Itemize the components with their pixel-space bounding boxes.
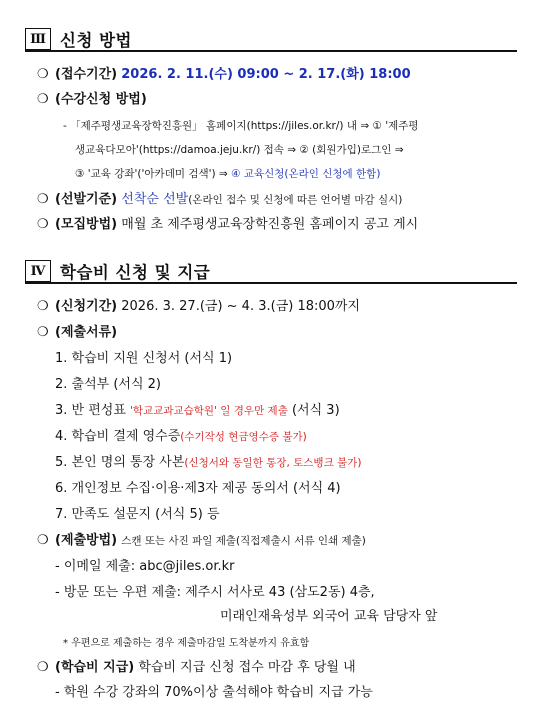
docs-row: ❍ (제출서류)	[37, 325, 118, 340]
payment-row: ❍ (학습비 지급) 학습비 지급 신청 접수 마감 후 당월 내	[37, 660, 356, 675]
apply-period-value: 2026. 2. 11.(수) 09:00 ~ 2. 17.(화) 18:00	[121, 67, 411, 82]
bullet-icon: ❍	[37, 217, 49, 232]
submit-email: - 이메일 제출: abc@jiles.or.kr	[55, 559, 235, 574]
bullet-icon: ❍	[37, 533, 49, 548]
doc-item: 4. 학습비 결제 영수증(수기작성 현금영수증 불가)	[55, 429, 307, 444]
bullet-icon: ❍	[37, 660, 49, 675]
course-method-line: - 「제주평생교육장학진흥원」 홈페이지(https://jiles.or.kr/) 내 ⇒ ① '제주평	[63, 120, 419, 132]
bullet-icon: ❍	[37, 192, 49, 207]
bullet-icon: ❍	[37, 67, 49, 82]
section-number-box: Ⅳ	[25, 260, 51, 282]
submit-visit-recipient: 미래인재육성부 외국어 교육 담당자 앞	[220, 609, 438, 624]
doc-item: 1. 학습비 지원 신청서 (서식 1)	[55, 351, 233, 366]
payment-condition: - 학원 수강 강좌의 70%이상 출석해야 학습비 지급 가능	[55, 685, 373, 700]
selection-row: ❍ (선발기준) 선착순 선발(온라인 접수 및 신청에 따른 언어별 마감 실시)	[37, 192, 403, 207]
submit-note: * 우편으로 제출하는 경우 제출마감일 도착분까지 유효함	[63, 638, 310, 649]
recruit-row: ❍ (모집방법) 매월 초 제주평생교육장학진흥원 홈페이지 공고 게시	[37, 217, 419, 232]
doc-item: 6. 개인정보 수집·이용·제3자 제공 동의서 (서식 4)	[55, 481, 341, 496]
course-method-row: ❍ (수강신청 방법)	[37, 92, 147, 107]
section-number-box: Ⅲ	[25, 28, 51, 50]
course-method-line: 생교육다모아'(https://damoa.jeju.kr/) 접속 ⇒ ② (회원가입)로그인 ⇒	[75, 144, 404, 156]
apply-period-row: ❍ (접수기간) 2026. 2. 11.(수) 09:00 ~ 2. 17.(화) 18:00	[37, 67, 411, 82]
doc-item: 7. 만족도 설문지 (서식 5) 등	[55, 507, 220, 522]
bullet-icon: ❍	[37, 299, 49, 314]
section-3-header	[25, 27, 132, 51]
submit-visit: - 방문 또는 우편 제출: 제주시 서사로 43 (삼도2동) 4층,	[55, 585, 375, 600]
bullet-icon: ❍	[37, 325, 49, 340]
section-title: 신청 방법	[60, 31, 133, 50]
doc-item: 2. 출석부 (서식 2)	[55, 377, 162, 392]
doc-item: 5. 본인 명의 통장 사본(신청서와 동일한 통장, 토스뱅크 불가)	[55, 455, 362, 470]
section-4-header	[25, 259, 210, 283]
section-divider	[25, 282, 517, 284]
course-method-line: ③ '교육 강좌'('아카데미 검색') ⇒ ④ 교육신청(온라인 신청에 한함)	[75, 168, 381, 180]
section-title: 학습비 신청 및 지급	[60, 263, 211, 282]
apply-step-link: ④ 교육신청(온라인 신청에 한함)	[231, 168, 381, 180]
bullet-icon: ❍	[37, 92, 49, 107]
submit-row: ❍ (제출방법) 스캔 또는 사진 파일 제출(직접제출시 서류 인쇄 제출)	[37, 533, 366, 548]
section-divider	[25, 50, 517, 52]
apply-period-row: ❍ (신청기간) 2026. 3. 27.(금) ~ 4. 3.(금) 18:00까지	[37, 299, 361, 314]
doc-item: 3. 반 편성표 '학교교과교습학원' 일 경우만 제출 (서식 3)	[55, 403, 340, 418]
